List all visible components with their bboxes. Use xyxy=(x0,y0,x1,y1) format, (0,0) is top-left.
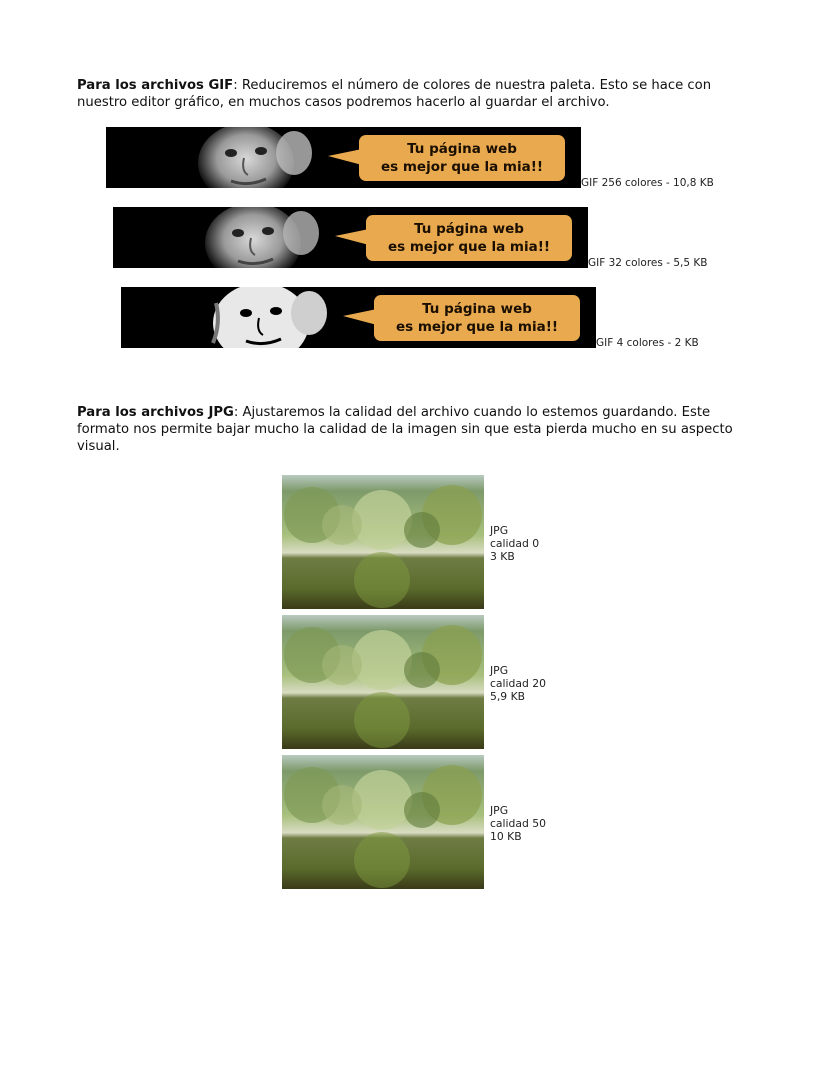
gif-caption-256: GIF 256 colores - 10,8 KB xyxy=(581,177,714,189)
jpg-label-50 xyxy=(490,804,546,843)
jpg-quality: calidad 50 xyxy=(490,817,547,830)
speech-bubble xyxy=(374,295,580,341)
jpg-photo-quality-20 xyxy=(282,615,484,749)
einstein-face-image xyxy=(201,287,331,348)
jpg-size: 3 KB xyxy=(490,550,515,563)
einstein-face-image xyxy=(186,127,316,188)
speech-bubble xyxy=(359,135,565,181)
einstein-face-image xyxy=(193,207,323,268)
jpg-quality: calidad 20 xyxy=(490,677,547,690)
jpg-heading: Para los archivos JPG xyxy=(77,405,234,420)
jpg-size: 10 KB xyxy=(490,830,522,843)
gif-banner-4 xyxy=(121,287,596,348)
speech-bubble-tail xyxy=(343,309,377,325)
gif-description xyxy=(77,77,747,111)
gif-banner-32 xyxy=(113,207,588,268)
speech-bubble-tail xyxy=(328,149,362,165)
speech-bubble-tail xyxy=(335,229,369,245)
jpg-format: JPG xyxy=(490,804,509,817)
gif-caption-4: GIF 4 colores - 2 KB xyxy=(596,337,699,349)
jpg-photo-quality-50 xyxy=(282,755,484,889)
bubble-line-1: Tu página web xyxy=(407,141,517,157)
bubble-line-1: Tu página web xyxy=(414,221,524,237)
jpg-size: 5,9 KB xyxy=(490,690,526,703)
speech-bubble xyxy=(366,215,572,261)
gif-heading: Para los archivos GIF xyxy=(77,78,234,93)
bubble-line-1: Tu página web xyxy=(422,301,532,317)
jpg-label-20 xyxy=(490,664,546,703)
gif-caption-32: GIF 32 colores - 5,5 KB xyxy=(588,257,708,269)
jpg-description xyxy=(77,404,747,455)
gif-text: : Reduciremos el número de colores de nuestra paleta. Esto se hace con nuestro editor gráfico, en muchos casos podremos hacerlo al guardar el archivo. xyxy=(77,78,712,110)
jpg-format: JPG xyxy=(490,524,509,537)
jpg-format: JPG xyxy=(490,664,509,677)
jpg-text: : Ajustaremos la calidad del archivo cuando lo estemos guardando. Este formato nos permite bajar mucho la calidad de la imagen sin que esta pierda mucho en su aspecto visual. xyxy=(77,405,733,454)
gif-banner-256 xyxy=(106,127,581,188)
bubble-line-2: es mejor que la mia!! xyxy=(387,239,551,255)
jpg-quality: calidad 0 xyxy=(490,537,540,550)
jpg-label-0 xyxy=(490,524,539,563)
jpg-photo-quality-0 xyxy=(282,475,484,609)
bubble-line-2: es mejor que la mia!! xyxy=(395,319,559,335)
bubble-line-2: es mejor que la mia!! xyxy=(380,159,544,175)
